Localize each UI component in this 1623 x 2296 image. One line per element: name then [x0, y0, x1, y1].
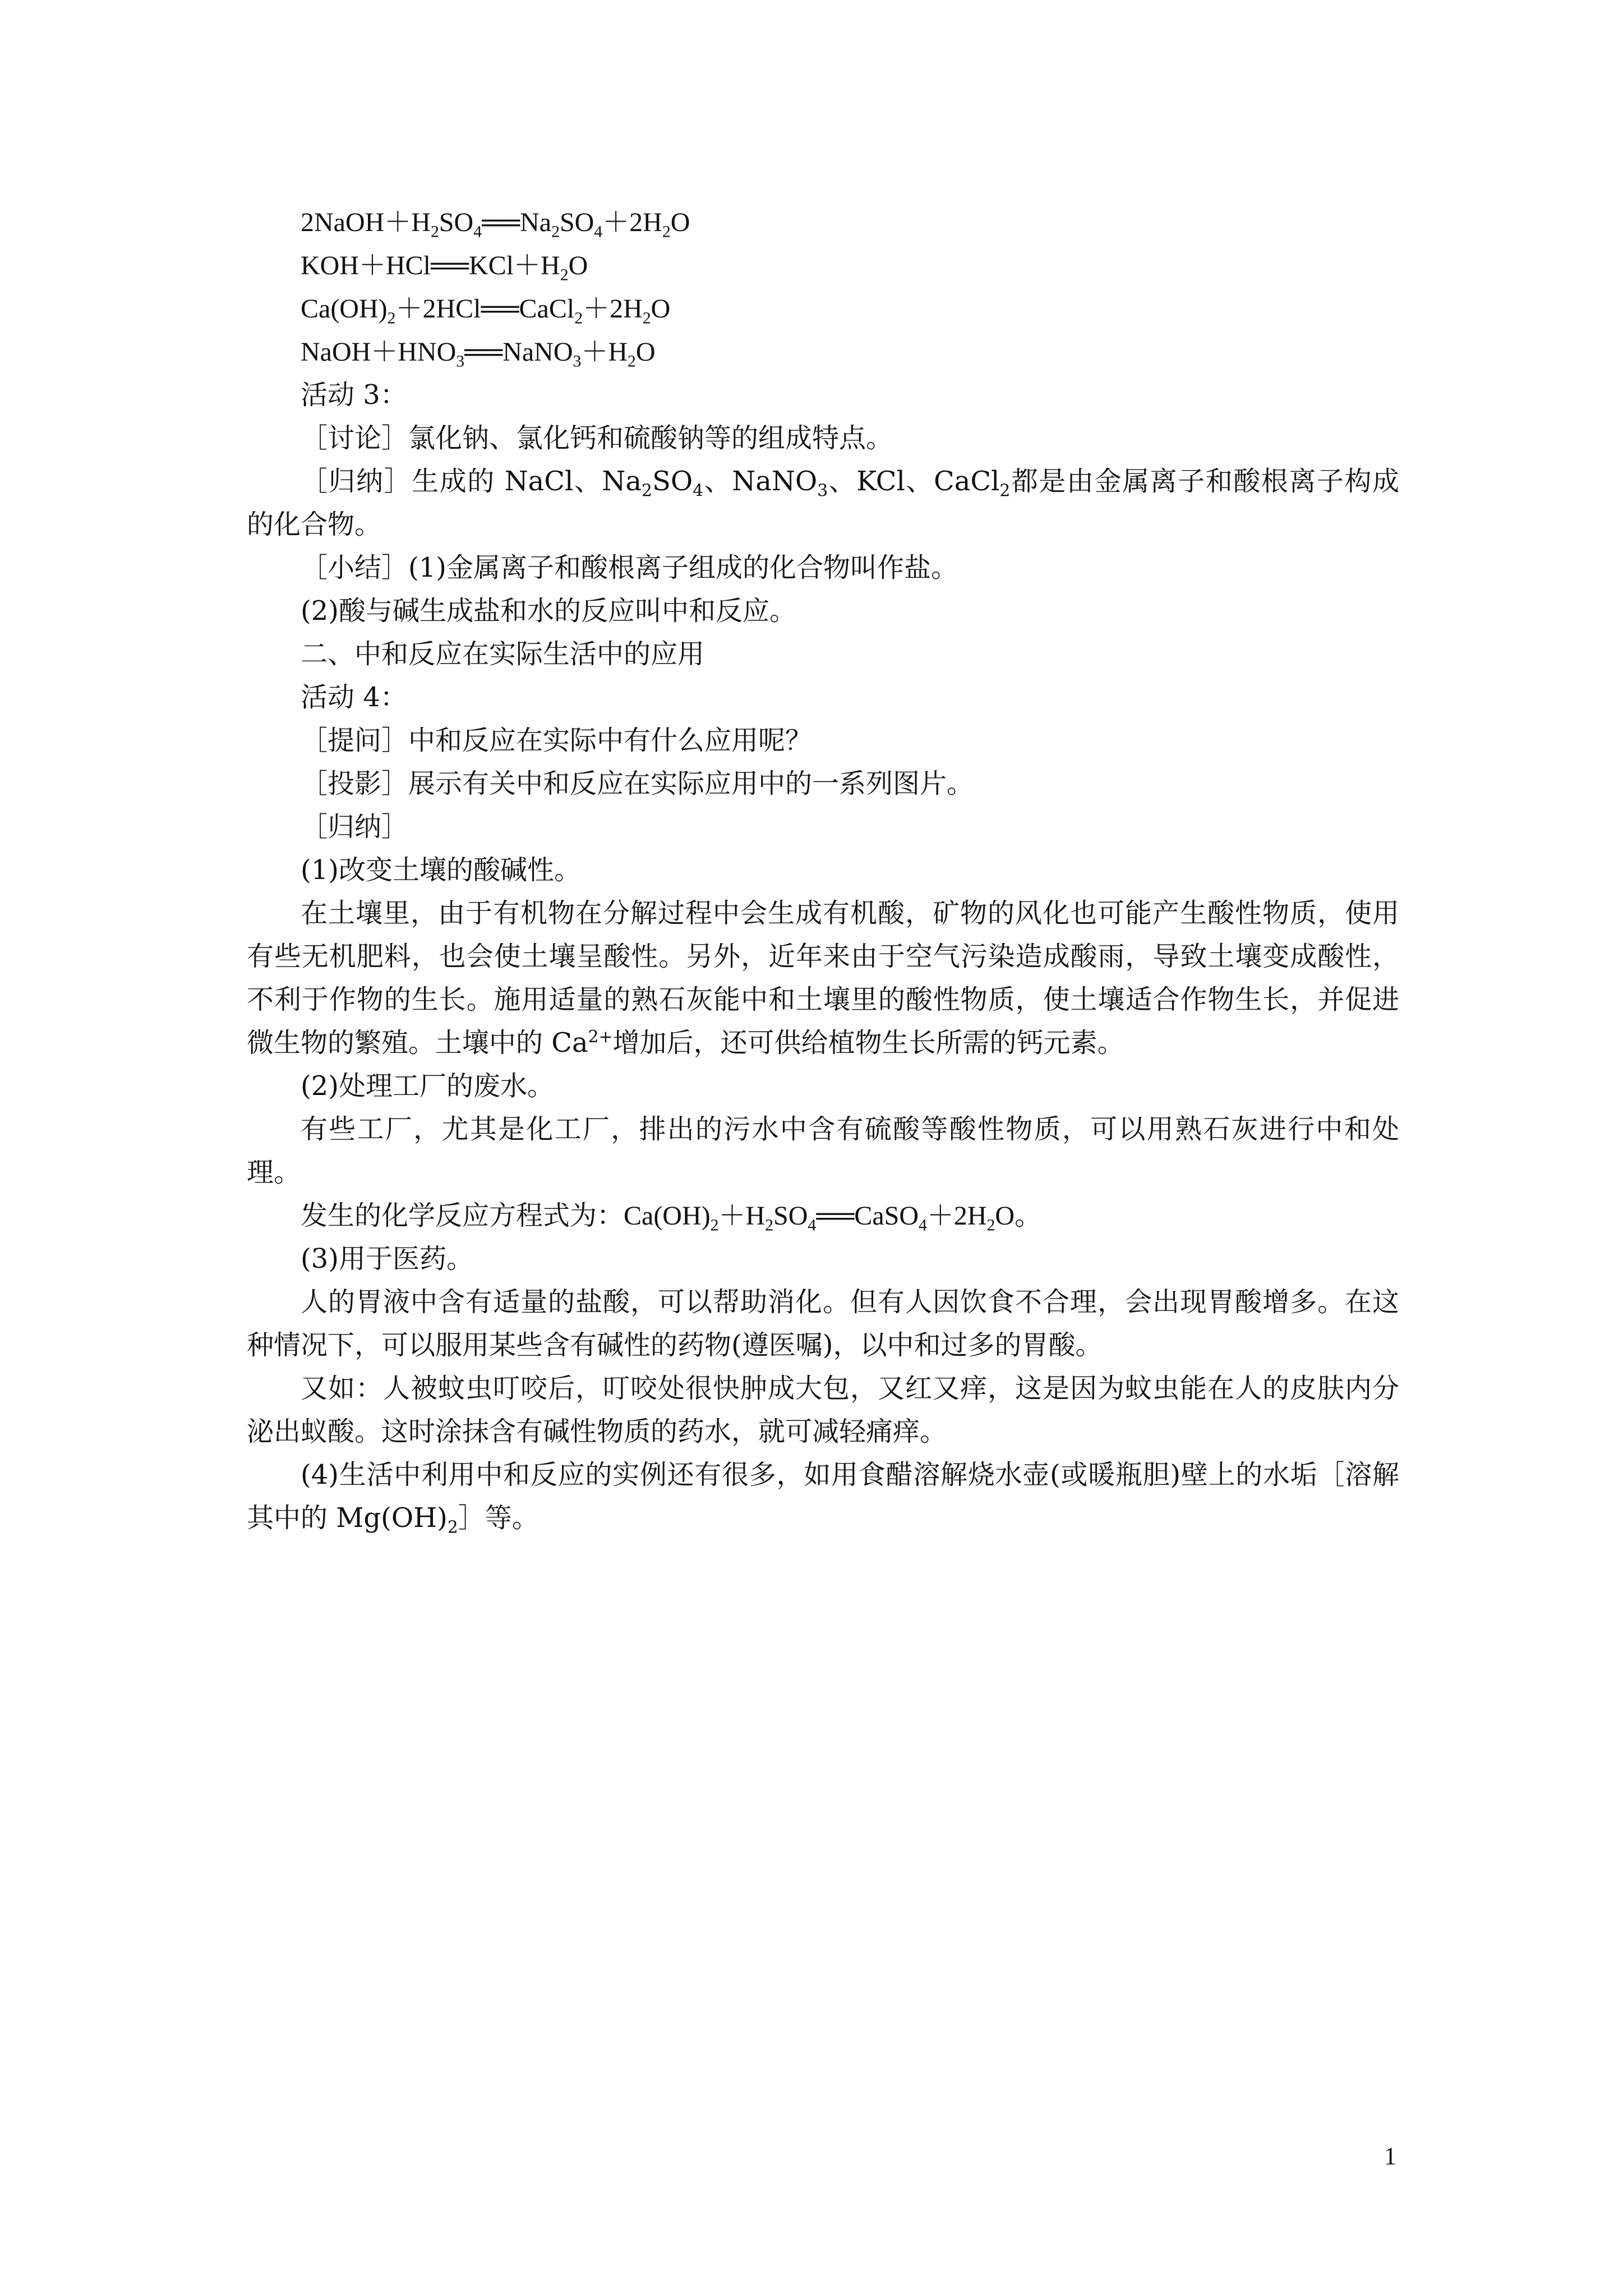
application-4-text: (4)生活中利用中和反应的实例还有很多，如用食醋溶解烧水壶(或暖瓶胆)壁上的水垢［溶解其中的 $Mg(OH)_2]$等。: [247, 1459, 1399, 1538]
page-content: [247, 201, 1399, 1540]
equation-caoh2-hcl: $Ca(OH)_2+2HCl══CaCl_2+2H_2O$: [301, 294, 671, 328]
activity-3-label: 活动 3：: [301, 379, 407, 411]
summary-paragraph: ［归纳］生成的 NaCl、$Na_2SO_4$、NaNO$_3$、KCl、CaCl$_2$都是由金属离子和酸根离子构成的化合物。: [247, 466, 1399, 540]
question-line: ［提问］中和反应在实际中有什么应用呢？: [301, 725, 813, 756]
summary-label: ［归纳］: [301, 811, 409, 843]
application-3-example: 又如：人被蚊虫叮咬后，叮咬处很快肿成大包，又红又痒，这是因为蚊虫能在人的皮肤内分泌出蚁酸。这时涂抹含有碱性物质的药水，就可减轻痛痒。: [247, 1373, 1399, 1447]
application-1-title: (1)改变土壤的酸碱性。: [301, 854, 581, 886]
activity-4-label: 活动 4：: [301, 682, 407, 713]
page-number: 1: [1384, 2142, 1396, 2170]
conclusion-salt-definition: ［小结］(1)金属离子和酸根离子组成的化合物叫作盐。: [301, 552, 958, 583]
equation-naoh-h2so4: $2NaOH+H_2SO_4══Na_2SO_4+2H_2O$: [301, 208, 690, 241]
application-3-title: (3)用于医药。: [301, 1243, 473, 1274]
section-heading: 二、中和反应在实际生活中的应用: [301, 638, 705, 670]
equation-naoh-hno3: $NaOH+HNO_3══NaNO_3+H_2O$: [301, 337, 656, 371]
equation-koh-hcl: $KOH+HCl══KCl+H_2O$: [301, 251, 588, 284]
discussion-line: ［讨论］氯化钠、氯化钙和硫酸钠等的组成特点。: [301, 422, 893, 454]
application-2-title: (2)处理工厂的废水。: [301, 1070, 554, 1102]
application-3-text: 人的胃液中含有适量的盐酸，可以帮助消化。但有人因饮食不合理，会出现胃酸增多。在这种情况下，可以服用某些含有碱性的药物(遵医嘱)，以中和过多的胃酸。: [247, 1286, 1399, 1361]
application-2-text: 有些工厂，尤其是化工厂，排出的污水中含有硫酸等酸性物质，可以用熟石灰进行中和处理。: [247, 1114, 1399, 1188]
application-1-text: 在土壤里，由于有机物在分解过程中会生成有机酸，矿物的风化也可能产生酸性物质，使用有些无机肥料，也会使土壤呈酸性。另外，近年来由于空气污染造成酸雨，导致土壤变成酸性，不利于作物的生长。施用适量的熟石灰能中和土壤里的酸性物质，使土壤适合作物生长，并促进微生物的繁殖。土壤中的 $Ca^{2+}$增加后，还可供给植物生长所需的钙元素。: [247, 898, 1399, 1059]
application-2-equation: 发生的化学反应方程式为：$Ca(OH)_2+H_2SO_4══CaSO_4+2H_2O$。: [301, 1201, 1042, 1235]
projection-line: ［投影］展示有关中和反应在实际应用中的一系列图片。: [301, 768, 974, 799]
conclusion-neutralization-definition: (2)酸与碱生成盐和水的反应叫中和反应。: [301, 595, 796, 627]
